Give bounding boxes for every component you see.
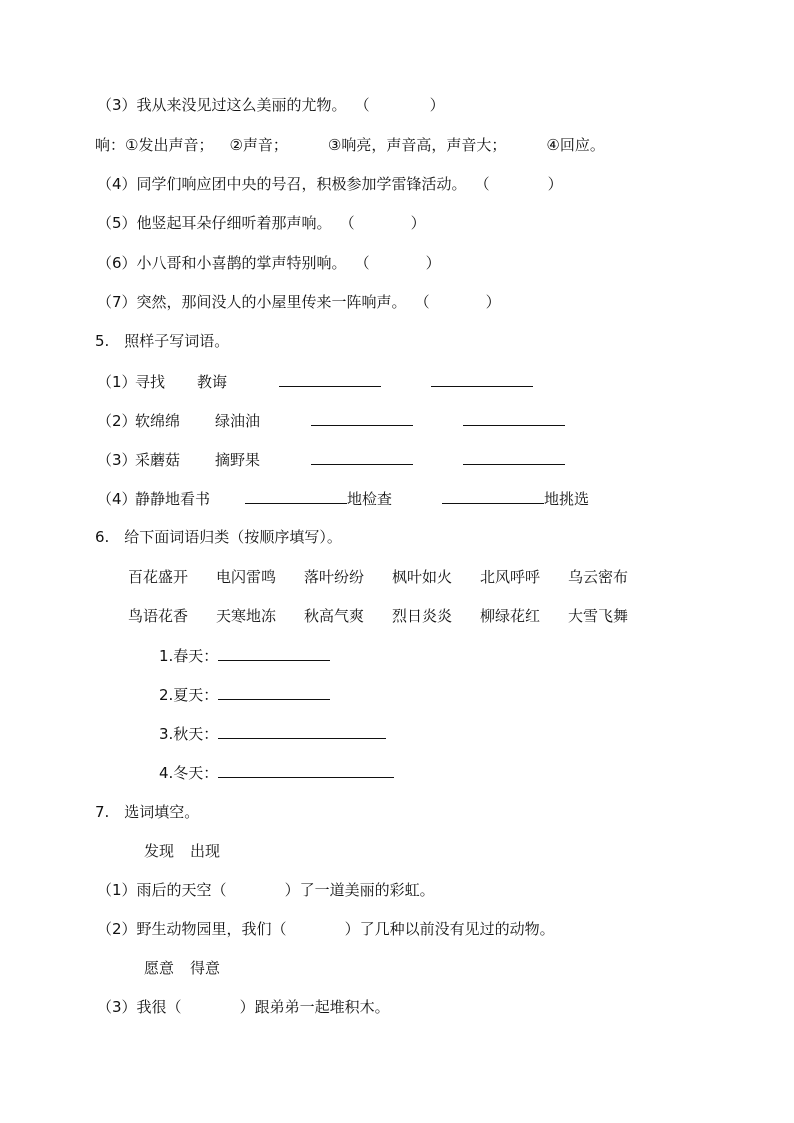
q5-row-4-blank-2[interactable] (442, 488, 544, 504)
q5-row-2-number: （2） (97, 412, 137, 430)
q6-word: 天寒地冻 (216, 607, 277, 625)
q6-word: 秋高气爽 (304, 607, 365, 625)
question-7-title: 7. 选词填空。 (95, 803, 200, 821)
q6-spring-label: 1.春天： (159, 647, 219, 665)
q6-spring (159, 645, 330, 666)
q7-sentence-1-number: （1） (97, 881, 137, 899)
q6-summer-blank[interactable] (218, 684, 330, 700)
sentence-5-number: （5） (97, 214, 137, 232)
q5-row-4-number: （4） (97, 490, 137, 508)
q7-sentence-2-pre: 野生动物园里，我们（ (136, 920, 287, 938)
q7-sentence-3-post: ）跟弟弟一起堆积木。 (239, 998, 390, 1016)
q5-row-1-blank-1[interactable] (279, 371, 381, 387)
sentence-6-text: 小八哥和小喜鹊的掌声特别响。 (136, 254, 347, 272)
q6-word: 烈日炎炎 (392, 607, 453, 625)
q7-sentence-2-post: ）了几种以前没有见过的动物。 (344, 920, 555, 938)
meaning-3: ③响亮，声音高，声音大； (327, 136, 507, 154)
q5-row-2-word-1: 软绵绵 (135, 412, 181, 430)
q7-sentence-3-number: （3） (97, 998, 137, 1016)
q6-word: 大雪飞舞 (568, 607, 629, 625)
answer-close-paren: ） (429, 96, 445, 114)
q7-sentence-3 (97, 997, 390, 1017)
q7-choice-yuanyi: 愿意 (144, 959, 175, 977)
q5-row-1-word-1: 寻找 (135, 373, 166, 391)
meaning-1: ①发出声音； (125, 136, 214, 154)
sentence-4-text: 同学们响应团中央的号召，积极参加学雷锋活动。 (136, 175, 467, 193)
q5-row-3-blank-1[interactable] (311, 449, 413, 465)
q6-winter-blank[interactable] (218, 762, 394, 778)
q6-autumn-blank[interactable] (218, 723, 386, 739)
q6-autumn-label: 3.秋天： (159, 725, 219, 743)
sentence-4 (97, 174, 563, 194)
q6-word: 电闪雷鸣 (216, 568, 277, 586)
q5-row-4-suffix-2: 地挑选 (544, 490, 590, 508)
question-5-title: 5. 照样子写词语。 (95, 332, 230, 350)
answer-open-paren: （ (354, 254, 370, 272)
xiang-head: 响： (95, 136, 126, 154)
sentence-6-number: （6） (97, 254, 137, 272)
q5-row-4-example: 静静地看书 (135, 490, 211, 508)
q6-word: 北风呼呼 (480, 568, 541, 586)
q7-word-pair-1 (144, 841, 220, 861)
q5-row-4-suffix-1: 地检查 (347, 490, 393, 508)
meaning-4: ④回应。 (546, 136, 605, 154)
q5-row-4-blank-1[interactable] (245, 488, 347, 504)
q5-row-2 (97, 410, 565, 431)
answer-close-paren: ） (425, 254, 441, 272)
q6-word: 枫叶如火 (392, 568, 453, 586)
answer-open-paren: （ (414, 293, 430, 311)
q5-row-1-blank-2[interactable] (431, 371, 533, 387)
q7-sentence-2-number: （2） (97, 920, 137, 938)
q6-summer-label: 2.夏天： (159, 686, 219, 704)
q6-word: 落叶纷纷 (304, 568, 365, 586)
sentence-6 (97, 253, 441, 273)
q7-word-pair-2 (144, 958, 220, 978)
q6-spring-blank[interactable] (218, 645, 330, 661)
q5-row-3-word-1: 采蘑菇 (135, 451, 181, 469)
answer-open-paren: （ (339, 214, 355, 232)
sentence-7-number: （7） (97, 293, 137, 311)
q6-word: 柳绿花红 (480, 607, 541, 625)
answer-open-paren: （ (474, 175, 490, 193)
q6-winter (159, 762, 394, 783)
q7-sentence-3-pre: 我很（ (136, 998, 182, 1016)
q5-row-3 (97, 449, 565, 470)
q6-winter-label: 4.冬天： (159, 764, 219, 782)
q7-choice-chuxian: 出现 (190, 842, 221, 860)
q7-sentence-1-post: ）了一道美丽的彩虹。 (284, 881, 435, 899)
question-6-title: 6. 给下面词语归类（按顺序填写）。 (95, 528, 342, 546)
q5-row-3-number: （3） (97, 451, 137, 469)
sentence-7 (97, 292, 501, 312)
q5-row-2-blank-2[interactable] (463, 410, 565, 426)
q7-choice-faxian: 发现 (144, 842, 175, 860)
sentence-3-text: 我从来没见过这么美丽的尤物。 (136, 96, 347, 114)
q6-word: 乌云密布 (568, 568, 629, 586)
q5-row-2-blank-1[interactable] (311, 410, 413, 426)
q5-row-2-word-2: 绿油油 (215, 412, 261, 430)
q5-row-1-word-2: 教诲 (197, 373, 228, 391)
q6-summer (159, 684, 330, 705)
q5-row-4 (97, 488, 589, 509)
sentence-4-number: （4） (97, 175, 137, 193)
sentence-3-number: （3） (97, 96, 137, 114)
q6-word: 鸟语花香 (128, 607, 189, 625)
answer-close-paren: ） (485, 293, 501, 311)
q6-autumn (159, 723, 386, 744)
q6-word: 百花盛开 (128, 568, 189, 586)
q6-word-row-2 (128, 606, 628, 626)
q6-word-row-1 (128, 567, 628, 587)
answer-close-paren: ） (410, 214, 426, 232)
sentence-3 (97, 95, 445, 115)
q5-row-3-word-2: 摘野果 (215, 451, 261, 469)
answer-open-paren: （ (354, 96, 370, 114)
q7-sentence-1 (97, 880, 435, 900)
meaning-2: ②声音； (229, 136, 288, 154)
q7-sentence-2 (97, 919, 555, 939)
sentence-5-text: 他竖起耳朵仔细听着那声响。 (136, 214, 332, 232)
q5-row-1 (97, 371, 533, 392)
q5-row-1-number: （1） (97, 373, 137, 391)
q5-row-3-blank-2[interactable] (463, 449, 565, 465)
sentence-7-text: 突然，那间没人的小屋里传来一阵响声。 (136, 293, 407, 311)
q7-sentence-1-pre: 雨后的天空（ (136, 881, 227, 899)
answer-close-paren: ） (547, 175, 563, 193)
xiang-meanings (95, 135, 605, 155)
q7-choice-deyi: 得意 (190, 959, 221, 977)
sentence-5 (97, 213, 426, 233)
